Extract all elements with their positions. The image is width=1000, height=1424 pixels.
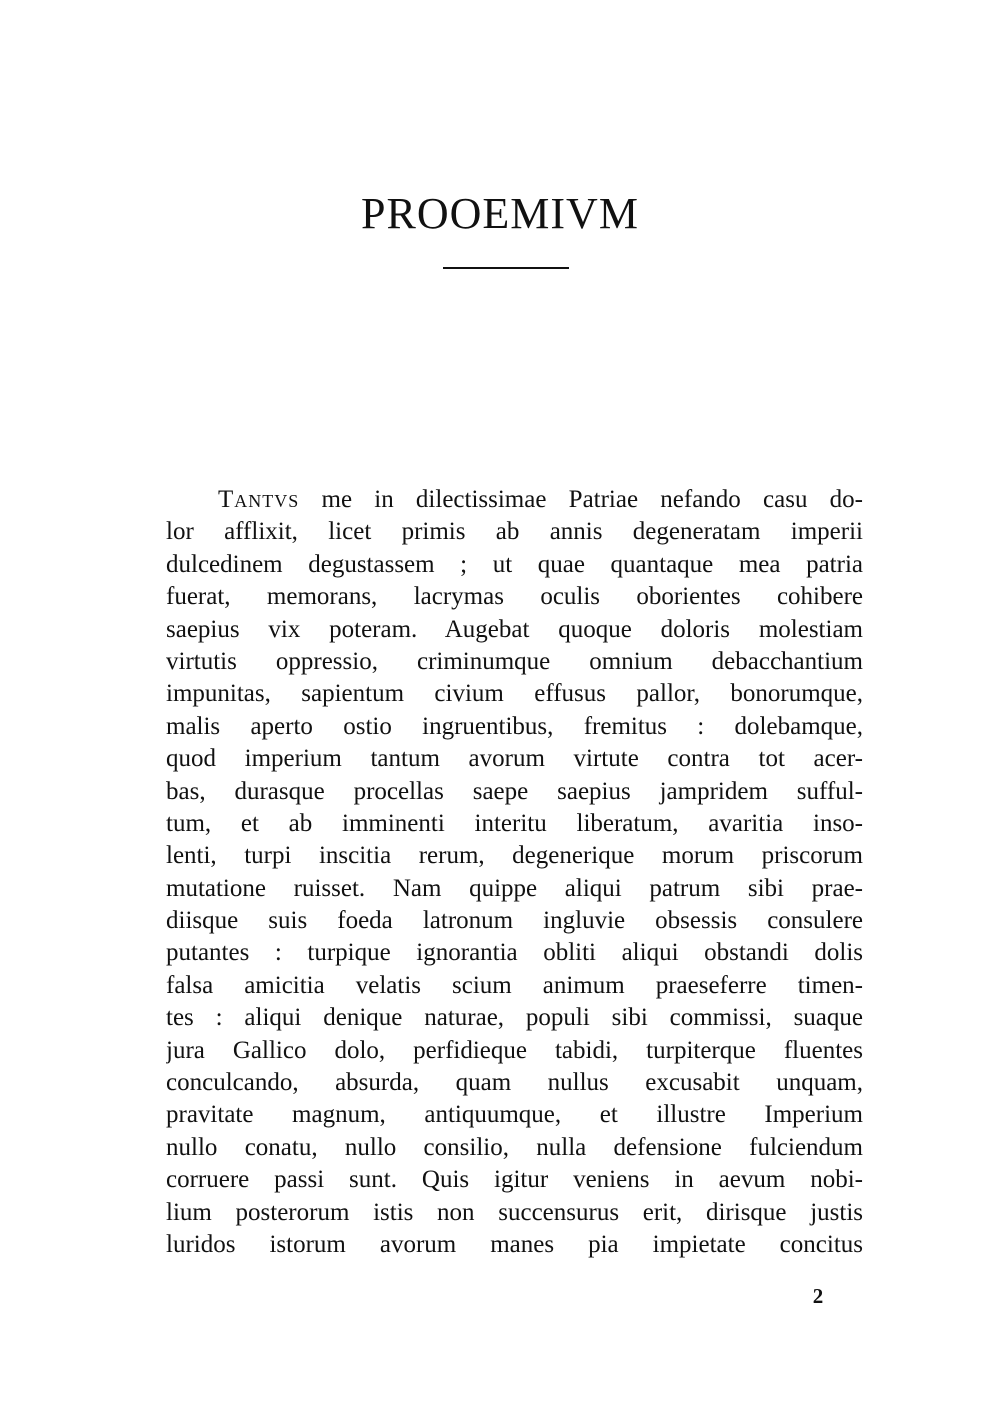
text-line: falsa amicitia velatis scium animum praeseferre timen- [166,971,863,999]
text-line: jura Gallico dolo, perfidieque tabidi, turpiterque fluentes [166,1036,863,1064]
text-line: luridos istorum avorum manes pia impietate concitus [166,1230,863,1258]
opening-word: Tantvs [218,486,300,513]
text-line: dulcedinem degustassem ; ut quae quantaque mea patria [166,550,863,578]
text-line: tes : aliqui denique naturae, populi sibi commissi, suaque [166,1004,863,1032]
text-line: lium posterorum istis non succensurus erit, dirisque justis [166,1198,863,1226]
text-line: putantes : turpique ignorantia obliti aliqui obstandi dolis [166,939,863,967]
text-line: mutatione ruisset. Nam quippe aliqui patrum sibi prae- [166,874,863,902]
text-line: virtutis oppressio, criminumque omnium debacchantium [166,647,863,675]
text-line: tum, et ab imminenti interitu liberatum, avaritia inso- [166,809,863,837]
text-line: diisque suis foeda latronum ingluvie obsessis consulere [166,907,863,935]
text-line: lor afflixit, licet primis ab annis degeneratam imperii [166,518,863,546]
text-line: malis aperto ostio ingruentibus, fremitus : dolebamque, [166,712,863,740]
text-line: conculcando, absurda, quam nullus excusabit unquam, [166,1069,863,1097]
text-line-content: me in dilectissimae Patriae nefando casu do- [299,486,863,513]
text-line: fuerat, memorans, lacrymas oculis oborientes cohibere [166,583,863,611]
text-line: impunitas, sapientum civium effusus pallor, bonorumque, [166,680,863,708]
text-line: lenti, turpi inscitia rerum, degenerique morum priscorum [166,842,863,870]
text-line: bas, durasque procellas saepe saepius jampridem sufful- [166,777,863,805]
page-title: PROOEMIVM [361,189,639,238]
text-line: nullo conatu, nullo consilio, nulla defensione fulciendum [166,1133,863,1161]
text-line: corruere passi sunt. Quis igitur veniens in aevum nobi- [166,1166,863,1194]
body-paragraph [166,484,863,1261]
text-line [166,484,863,516]
page-number: 2 [812,1284,824,1308]
text-line: saepius vix poteram. Augebat quoque doloris molestiam [166,615,863,643]
text-line: quod imperium tantum avorum virtute contra tot acer- [166,745,863,773]
title-divider [443,267,569,269]
text-line: pravitate magnum, antiquumque, et illustre Imperium [166,1101,863,1129]
